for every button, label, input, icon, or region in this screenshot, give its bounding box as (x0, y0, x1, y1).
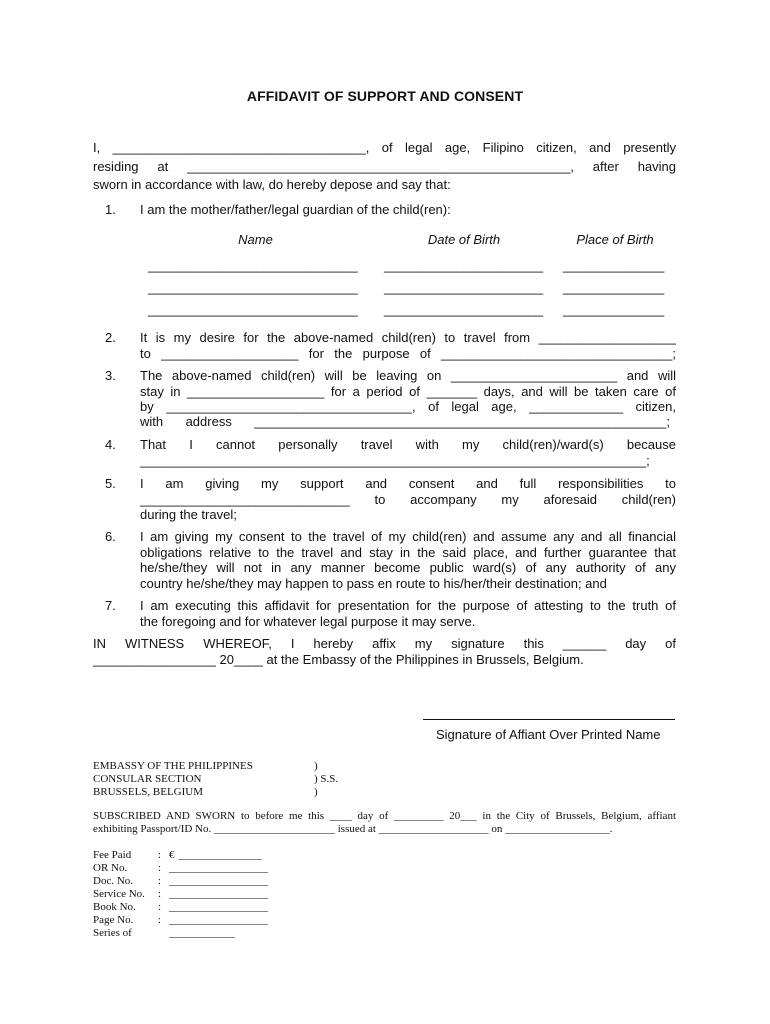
item-number-5: 5. (105, 476, 116, 491)
item-6-line-4: country he/she/they may happen to pass en route to his/her/their destination; and (140, 576, 607, 591)
jurat-line-2: exhibiting Passport/ID No. ______________________ issued at ____________________ on ___________________. (93, 823, 613, 835)
doc-no-blank: __________________ (169, 875, 268, 887)
child-dob-blank: ______________________ (384, 280, 544, 295)
fee-label-series-of: Series of (93, 927, 132, 939)
venue-ss: ) S.S. (314, 773, 339, 785)
signature-line (423, 719, 675, 720)
intro-line-2: residing at _____________________________________________________, after having (93, 159, 676, 174)
fee-label-fee-paid: Fee Paid (93, 849, 132, 861)
fee-label-book-no: Book No. (93, 901, 136, 913)
column-header-pob: Place of Birth (576, 232, 654, 247)
item-3-line-3: by __________________________________, of legal age, _____________ citizen, (140, 399, 676, 414)
book-no-blank: __________________ (169, 901, 268, 913)
child-pob-blank: ______________ (563, 280, 665, 295)
fee-colon: : (158, 888, 162, 900)
item-2-line-2: to ___________________ for the purpose of ________________________________; (140, 346, 676, 361)
fee-label-or-no: OR No. (93, 862, 128, 874)
item-6-line-2: obligations relative to the travel and stay in the said place, and further guarantee that (140, 545, 676, 560)
fee-paid-blank: _______________ (179, 849, 262, 861)
fee-label-page-no: Page No. (93, 914, 134, 926)
venue-paren-3: ) (314, 786, 318, 798)
column-header-name: Name (238, 232, 273, 247)
fee-colon: : (158, 862, 162, 874)
item-3-line-1: The above-named child(ren) will be leaving on _______________________ and will (140, 368, 676, 383)
item-5-line-3: during the travel; (140, 507, 237, 522)
fee-label-doc-no: Doc. No. (93, 875, 134, 887)
series-of-blank: ____________ (169, 927, 235, 939)
jurat-line-1: SUBSCRIBED AND SWORN to before me this ____ day of _________ 20___ in the City of Brussels, Belgium, affiant (93, 810, 676, 822)
item-number-3: 3. (105, 368, 116, 383)
item-number-4: 4. (105, 437, 116, 452)
item-number-6: 6. (105, 529, 116, 544)
child-dob-blank: ______________________ (384, 302, 544, 317)
intro-line-3: sworn in accordance with law, do hereby depose and say that: (93, 177, 451, 192)
intro-line-1: I, ___________________________________, of legal age, Filipino citizen, and presently (93, 140, 676, 155)
service-no-blank: __________________ (169, 888, 268, 900)
item-4-line-2: ______________________________________________________________________; (140, 453, 650, 468)
or-no-blank: __________________ (169, 862, 268, 874)
fee-colon: : (158, 875, 162, 887)
item-7-line-2: the foregoing and for whatever legal purpose it may serve. (140, 614, 476, 629)
item-3-line-2: stay in ___________________ for a period of _______ days, and will be taken care of (140, 384, 676, 399)
item-5-line-1: I am giving my support and consent and full responsibilities to (140, 476, 676, 491)
child-name-blank: _____________________________ (148, 258, 358, 273)
witness-line-1: IN WITNESS WHEREOF, I hereby affix my signature this ______ day of (93, 636, 676, 651)
item-4-line-1: That I cannot personally travel with my child(ren)/ward(s) because (140, 437, 676, 452)
witness-line-2: _________________ 20____ at the Embassy of the Philippines in Brussels, Belgium. (93, 652, 584, 667)
child-dob-blank: ______________________ (384, 258, 544, 273)
item-6-line-3: he/she/they will not in any manner become public ward(s) of any authority of any (140, 560, 676, 575)
item-3-line-4: with address _________________________________________________________; (140, 414, 670, 429)
fee-euro-sign: € (169, 849, 175, 861)
fee-colon: : (158, 901, 162, 913)
venue-section: CONSULAR SECTION (93, 773, 202, 785)
child-name-blank: _____________________________ (148, 280, 358, 295)
page-no-blank: __________________ (169, 914, 268, 926)
signature-label: Signature of Affiant Over Printed Name (436, 727, 661, 742)
item-2-line-1: It is my desire for the above-named child(ren) to travel from ___________________ (140, 330, 676, 345)
item-number-7: 7. (105, 598, 116, 613)
item-7-line-1: I am executing this affidavit for presentation for the purpose of attesting to the truth of (140, 598, 676, 613)
venue-embassy: EMBASSY OF THE PHILIPPINES (93, 760, 253, 772)
item-number-2: 2. (105, 330, 116, 345)
venue-paren-1: ) (314, 760, 318, 772)
fee-label-service-no: Service No. (93, 888, 145, 900)
document-title: AFFIDAVIT OF SUPPORT AND CONSENT (246, 88, 524, 104)
fee-colon: : (158, 914, 162, 926)
item-1-text: I am the mother/father/legal guardian of the child(ren): (140, 202, 451, 217)
fee-colon: : (158, 849, 162, 861)
child-pob-blank: ______________ (563, 302, 665, 317)
item-number-1: 1. (105, 202, 116, 217)
column-header-dob: Date of Birth (427, 232, 501, 247)
child-pob-blank: ______________ (563, 258, 665, 273)
item-5-line-2: _____________________________ to accompany my aforesaid child(ren) (140, 492, 676, 507)
child-name-blank: _____________________________ (148, 302, 358, 317)
item-6-line-1: I am giving my consent to the travel of my child(ren) and assume any and all financial (140, 529, 676, 544)
venue-city: BRUSSELS, BELGIUM (93, 786, 204, 798)
